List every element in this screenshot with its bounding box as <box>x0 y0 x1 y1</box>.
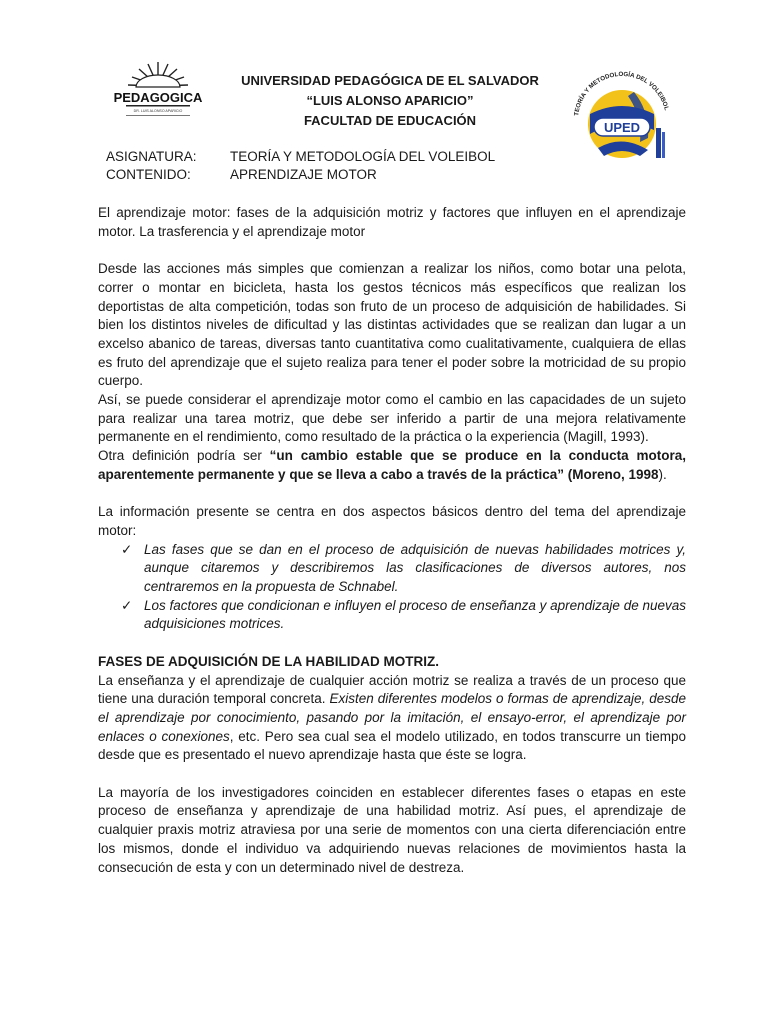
list-item-text: Las fases que se dan en el proceso de adquisición de nuevas habilidades motrices y, aunque citaremos y describiremos las clasificaciones de diversos autores, nos centraremos en la propuesta de Schnabel. <box>144 541 686 595</box>
document-body <box>98 204 686 877</box>
asignatura-value: TEORÍA Y METODOLOGÍA DEL VOLEIBOL <box>230 149 496 164</box>
definition-quote: “un cambio estable que se produce en la conducta motora, aparentemente permanente y que se lleva a cabo a través de la práctica” (Moreno, 1998 <box>98 448 686 482</box>
paragraph-3-end: ). <box>658 466 667 482</box>
pedagogica-logo <box>113 60 203 122</box>
paragraph-3 <box>98 447 686 484</box>
checkmark-icon: ✓ <box>121 541 133 557</box>
faculty-name: FACULTAD DE EDUCACIÓN <box>303 113 477 128</box>
paragraph-4: La información presente se centra en dos aspectos básicos dentro del tema del aprendizaje motor: <box>98 504 686 538</box>
university-name: UNIVERSIDAD PEDAGÓGICA DE EL SALVADOR <box>241 73 539 88</box>
svg-text:UPED: UPED <box>603 120 641 135</box>
intro-paragraph: El aprendizaje motor: fases de la adquisición motriz y factores que influyen en el aprendizaje motor. La trasferencia y el aprendizaje motor <box>98 205 686 239</box>
list-item-text: Los factores que condicionan e influyen el proceso de enseñanza y aprendizaje de nuevas adquisiciones motrices. <box>144 597 686 632</box>
list-item <box>98 541 686 597</box>
uped-volleyball-logo <box>568 68 676 168</box>
contenido-value: APRENDIZAJE MOTOR <box>230 167 377 182</box>
paragraph-3-text: Otra definición podría ser <box>98 448 270 464</box>
svg-text:DR. LUIS ALONSO APARICIO: DR. LUIS ALONSO APARICIO <box>133 109 183 113</box>
section-title: FASES DE ADQUISICIÓN DE LA HABILIDAD MOTRIZ. <box>98 653 440 669</box>
paragraph-5-text: La enseñanza y el aprendizaje de cualquier acción motriz se realiza a través de un proceso que tiene una duración temporal concreta. <box>98 672 686 707</box>
course-meta <box>106 148 495 184</box>
university-header <box>200 71 580 131</box>
svg-text:PEDAGOGICA: PEDAGOGICA <box>113 90 203 105</box>
asignatura-label: ASIGNATURA: <box>106 149 197 164</box>
list-item <box>98 597 686 634</box>
paragraph-5-end: , etc. Pero sea cual sea el modelo utilizado, en todos transcurre un tiempo desde que es presentado el nuevo aprendizaje hasta que éste se logra. <box>98 728 686 763</box>
university-subname: “LUIS ALONSO APARICIO” <box>306 93 474 108</box>
checkmark-icon: ✓ <box>121 597 133 613</box>
paragraph-1: Desde las acciones más simples que comienzan a realizar los niños, como botar una pelota, correr o montar en bicicleta, hasta los gestos técnicos más específicos que realizan los deportistas de alta competición, todas son fruto de un proceso de adquisición de habilidades. Si bien los distintos niveles de dificultad y las distintas actividades que se realizan dan lugar a un excelso abanico de tareas, diversas tanto cuantitativa como cualitativamente, cualquiera de ellas es fruto del aprendizaje que el sujeto realiza para tener el poder sobre la motricidad de su propio cuerpo. <box>98 261 686 389</box>
aspects-list <box>98 541 686 635</box>
contenido-row <box>106 166 495 184</box>
paragraph-6: La mayoría de los investigadores coinciden en establecer diferentes fases o etapas en este proceso de enseñanza y aprendizaje de una habilidad motriz. Así pues, el aprendizaje de cualquier praxis motriz atraviesa por una serie de momentos con una cierta diferenciación entre los mismos, donde el individuo va adquiriendo nuevas relaciones de movimientos hasta la consecución de esta y con un determinado nivel de destreza. <box>98 784 686 875</box>
svg-text:TEORÍA Y METODOLOGÍA DEL VOLEI: TEORÍA Y METODOLOGÍA DEL VOLEIBOL <box>573 70 670 117</box>
contenido-label: CONTENIDO: <box>106 167 191 182</box>
paragraph-5 <box>98 672 686 766</box>
paragraph-2: Así, se puede considerar el aprendizaje motor como el cambio en las capacidades de un sujeto para realizar una tarea motriz, que debe ser inferido a partir de una mejora relativamente permanente en el rendimiento, como resultado de la práctica o la experiencia (Magill, 1993). <box>98 392 686 445</box>
asignatura-row <box>106 148 495 166</box>
paragraph-5-italic: Existen diferentes modelos o formas de aprendizaje, desde el aprendizaje por conocimiento, pasando por la imitación, el ensayo-error, el aprendizaje por enlaces o conexiones <box>98 691 686 744</box>
